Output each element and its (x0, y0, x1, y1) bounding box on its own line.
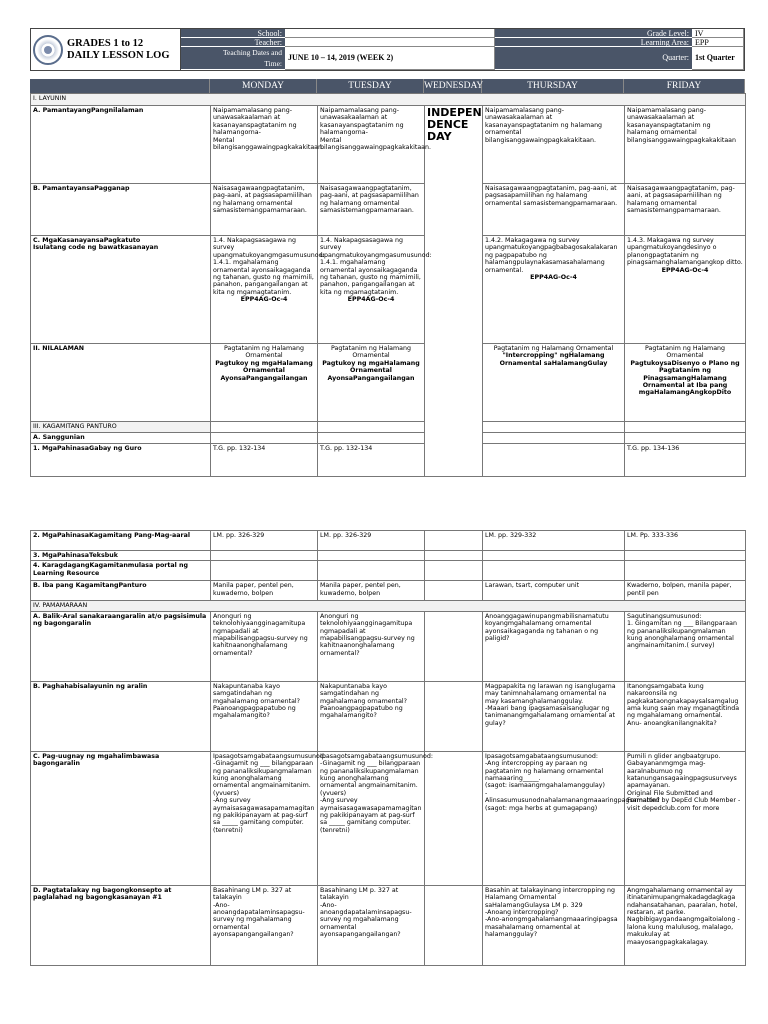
quarter-label: Quarter: (495, 47, 692, 70)
cell-teksbuk-fri (625, 551, 746, 561)
cell-pagtalakay-tue: Basahinang LM p. 327 at talakayin -Ano-anoangdapatalaminsapagsu-survey ng mgahalamang ornamental ayonsapangangailangan? (318, 885, 425, 965)
code-fri: EPP4AG-Oc-4 (661, 266, 709, 274)
nilalaman-tue-1: Pagtatanim ng Halamang Ornamental (330, 345, 412, 360)
code-mon: EPP4AG-Oc-4 (240, 296, 288, 304)
cell-iba-tue: Manila paper, pentel pen, kuwaderno, bolpen (318, 581, 425, 601)
cell-gabay-tue: T.G. pp. 132-134 (318, 444, 425, 477)
cell-sanggunian-thu (483, 433, 625, 444)
row-label-gabay: 1. MgaPahinasaGabay ng Guro (31, 444, 211, 477)
section-kagamitan: III. KAGAMITANG PANTURO (31, 422, 211, 433)
cell-iba-fri: Kwaderno, bolpen, manila paper, pentil pen (625, 581, 746, 601)
code-thu: EPP4AG-Oc-4 (530, 274, 577, 282)
school-value (285, 29, 495, 38)
nilalaman-fri-1: Pagtatanim ng Halamang Ornamental (644, 345, 726, 360)
cell-paghahabi-mon: Nakapuntanaba kayo samgatindahan ng mgahalamang ornamental? Paanoangpagpapatubo ng mgahalamangito? (211, 681, 318, 751)
cell-pagtalakay-fri: Angmgahalamang ornamental ay itinatanimupangmakadagdagkaga ndahansatahanan, paaralan, hotel, restaran, at parke. Nagbibigaygandaangmgaitoialong -lalona kung malulusog, malalago, makukulay at maayosangpagkakalagay. (625, 885, 746, 965)
dates-value: JUNE 10 – 14, 2019 (WEEK 2) (285, 47, 495, 70)
log-header (30, 28, 745, 71)
cell-karagdagan-wed (425, 561, 483, 581)
cell-gabay-wed (483, 444, 625, 477)
row-label-kasanayan: C. MgaKasanayansaPagkatuto Isulatang code ng bawatkasanayan (31, 236, 211, 344)
cell-paghahabi-fri: Itanongsamgabata kung nakaroonsila ng pagkakataongnakapaysalsamgalug ama kung saan may mganagtitinda ng mgahalamang ornamental. Anu- anoangkanilangnakita? (625, 681, 746, 751)
row-label-pagtalakay: D. Pagtatalakay ng bagongkonsepto at paglalahad ng bagongkasanayan #1 (31, 885, 211, 965)
cell-kagamitan-tue (318, 422, 425, 433)
nilalaman-thu-2: "Intercropping" ngHalamang Ornamental saHalamangGulay (499, 352, 608, 367)
nilalaman-tue-2: Pagtukoy ng mgaHalamang Ornamental AyonsaPangangailangan (322, 359, 420, 382)
row-label-iba: B. Iba pang KagamitangPanturo (31, 581, 211, 601)
row-label-lm: 2. MgaPahinasaKagamitang Pang-Mag-aaral (31, 531, 211, 551)
header-brand (31, 29, 181, 70)
lesson-table-2 (30, 530, 746, 966)
cell-pamantayang-tue: Naipamamalasang pang-unawasakaalaman at kasanayanspagtatanim ng halamangorna- Mental bilangisanggawaingpagkakakitaan. (318, 106, 425, 184)
lesson-table-1 (30, 93, 746, 477)
nilalaman-thu-1: Pagtatanim ng Halamang Ornamental (493, 345, 614, 352)
code-tue: EPP4AG-Oc-4 (347, 296, 395, 304)
cell-karagdagan-fri (625, 561, 746, 581)
cell-kasanayan-mon (211, 236, 325, 344)
kasanayan-tue-text: 1.4. Nakapagsasagawa ng survey upangmatukoyangmgasumusunod: 1.4.1. mgahalamang ornamental ayonsaikagaganda ng tahanan, gusto ng mamimili, panahon, pangangailangan at kita ng mgamagtatanim. (320, 237, 432, 296)
title-line-1: GRADES 1 to 12 (67, 37, 144, 49)
row-label-paghahabi: B. Paghahabisalayunin ng aralin (31, 681, 211, 751)
cell-iba-thu: Larawan, tsart, computer unit (483, 581, 625, 601)
day-thursday: THURSDAY (482, 79, 624, 93)
day-tuesday: TUESDAY (317, 79, 424, 93)
cell-pagtalakay-mon: Basahinang LM p. 327 at talakayin -Ano-anoangdapatalaminsapagsu-survey ng mgahalamang ornamental ayonsapangangailangan? (211, 885, 318, 965)
cell-kasanayan-fri (625, 236, 746, 344)
cell-gabay-mon: T.G. pp. 132-134 (211, 444, 318, 477)
cell-kasanayan-tue (318, 236, 432, 344)
cell-lm-tue: LM. pp. 326-329 (318, 531, 425, 551)
cell-pamantayang-thu: Naipamamalasang pang-unawasakaalaman at kasanayanspagtatanim ng halamang ornamental bilangisanggawaingpagkakakitaan. (483, 106, 625, 184)
day-monday: MONDAY (210, 79, 317, 93)
row-label-pagganap: B. PamantayansaPagganap (31, 184, 211, 236)
cell-nilalaman-tue (318, 344, 425, 422)
nilalaman-mon-2: Pagtukoy ng mgaHalamang Ornamental AyonsaPangangailangan (215, 359, 313, 382)
cell-sanggunian-mon (211, 433, 318, 444)
section-pamamaraan: IV. PAMAMARAAN (31, 601, 746, 611)
cell-gabay-thu: T.G. pp. 134-136 (625, 444, 746, 477)
section-layunin: I. LAYUNIN (31, 94, 746, 106)
row-label-karagdagan: 4. KaragdagangKagamitanmulasa portal ng Learning Resource (31, 561, 211, 581)
cell-pag-uugnay-thu: Ipasagotsamgabataangsumusunod: -Ang intercropping ay paraan ng pagtatanim ng halamang ornamental namaaaring_____. (sagot: isamaangmgahalamanggulay) -Alinsasumusunodnahalamanangmaaaringpagsamahin? (sagot: mga herbs at gumagapang) (483, 751, 625, 885)
cell-lm-mon: LM. pp. 326-329 (211, 531, 318, 551)
cell-kagamitan-thu (483, 422, 625, 433)
row-label-pag-uugnay: C. Pag-uugnay ng mgahalimbawasa bagongaralin (31, 751, 211, 885)
dates-label (181, 47, 285, 70)
cell-balik-fri: Sagutinangsumusunod: 1. Gingamitan ng ___ Bilangparaan ng pananaliksikupangmalaman kung anonghalamang ornamental angmainamitanim.( survey) (625, 611, 746, 681)
log-title (67, 38, 170, 62)
cell-pamantayang-mon: Naipamamalasang pang-unawasakaalaman at kasanayanspagtatanim ng halamangorna- Mental bilangisanggawaingpagkakakitaan. (211, 106, 318, 184)
cell-pagtalakay-wed (425, 885, 483, 965)
row-label-nilalaman: II. NILALAMAN (31, 344, 211, 422)
cell-pagganap-thu: Naisasagawaangpagtatanim, pag-aani, at pagsasapamiilihan ng halamang ornamental samasistemangpamamaraan. (483, 184, 625, 236)
nilalaman-mon-1: Pagtatanim ng Halamang Ornamental (223, 345, 305, 360)
cell-nilalaman-thu (483, 344, 625, 422)
cell-lm-wed (425, 531, 483, 551)
cell-paghahabi-tue: Nakapuntanaba kayo samgatindahan ng mgahalamang ornamental? Paanoangpagpapatubo ng mgahalamangito? (318, 681, 425, 751)
cell-pagtalakay-thu: Basahin at talakayinang intercropping ng Halamang Ornamental saHalamangGulaysa LM p. 329 -Anoang intercropping? -Ano-anongmgahalamangmaaaringipagsa masahalamang ornamental at halamanggulay? (483, 885, 625, 965)
lesson-log-page-1 (30, 28, 745, 477)
day-friday: FRIDAY (624, 79, 745, 93)
cell-paghahabi-thu: Magpapakita ng larawan ng isanglugarna may tanimnahalamang ornamental na may kasamanghalamanggulay. -Maaari bang ipagsamasaisanglugar ng tanimanangmgahalamang ornamental at gulay? (483, 681, 625, 751)
dates-label-line-1: Teaching Dates and (222, 48, 282, 57)
cell-karagdagan-tue (318, 561, 425, 581)
cell-balik-thu: Anoanggagawinupangmabilisnamatutu koyangmgahalamang ornamental ayonsaikagaganda ng tahanan o ng paligid? (483, 611, 625, 681)
grade-value: IV (692, 29, 744, 38)
dates-label-line-2: Time: (264, 59, 282, 68)
cell-kasanayan-thu (483, 236, 625, 344)
cell-teksbuk-tue (318, 551, 425, 561)
teacher-label: Teacher: (181, 38, 285, 47)
cell-karagdagan-mon (211, 561, 318, 581)
day-header-blank (30, 79, 210, 93)
cell-lm-thu: LM. pp. 329-332 (483, 531, 625, 551)
kasanayan-fri-text: 1.4.3. Makagawa ng survey upangmatukoyangdesinyo o planongpagtatanim ng pinagsamanghalamangangkop ditto. (627, 237, 743, 267)
cell-pagganap-mon: Naisasagawaangpagtatanim, pag-aani, at pagsasapamiilihan ng halamang ornamental samasistemangpamamaraan. (211, 184, 318, 236)
kasanayan-thu-text: 1.4.2. Makagagawa ng survey upangmatukoyangpagbabagosakalakaran ng pagpapatubo ng halamangpulaynakasamasahalamang ornamental. (485, 237, 618, 274)
row-label-teksbuk: 3. MgaPahinasaTeksbuk (31, 551, 211, 561)
row-label-sanggunian: A. Sanggunian (31, 433, 211, 444)
day-wednesday: WEDNESDAY (424, 81, 484, 91)
day-header (30, 79, 745, 93)
cell-pag-uugnay-mon: Ipasagotsamgabataangsumusunod: -Ginagamit ng ___ bilangparaan ng pananaliksikupangmalaman kung anonghalamang ornamental angmainamitanim.(yvuers) -Ang survey aymaisasagawasapamamagitan ng pakikipanayam at pag-surf sa _____ gamitang computer. (tenretni) (211, 751, 318, 885)
cell-iba-mon: Manila paper, pentel pen, kuwaderno, bolpen (211, 581, 318, 601)
nilalaman-fri-2: PagtukoysaDisenyo o Plano ng Pagtatanim ng PinagsamangHalamang Ornamental at Iba pang mgaHalamangAngkopDito (630, 359, 740, 397)
cell-nilalaman-fri (625, 344, 746, 422)
cell-kagamitan-fri (625, 422, 746, 433)
cell-teksbuk-mon (211, 551, 318, 561)
grade-label: Grade Level: (495, 29, 692, 38)
area-label: Learning Area: (495, 38, 692, 47)
deped-seal-icon (33, 35, 63, 65)
header-fields (181, 29, 744, 70)
cell-kagamitan-mon (211, 422, 318, 433)
cell-pag-uugnay-tue: Ipasagotsamgabataangsumusunod: -Ginagamit ng ___ bilangparaan ng pananaliksikupangmalaman kung anonghalamang ornamental angmainamitanim.(yvuers) -Ang survey aymaisasagawasapamamagitan ng pakikipanayam at pag-surf sa _____ gamitang computer. (tenretni) (318, 751, 425, 885)
cell-lm-fri: LM. Pp. 333-336 (625, 531, 746, 551)
cell-pag-uugnay-fri: Pumili n glider angbaatgrupo. Gabayananmgmga mag-aaralnabumuo ng katanungansagaaingpagsusurveys apamayanan. Original File Submitted and Formatted by DepEd Club Member - visit depedclub.com for more (625, 751, 746, 885)
row-label-pamantayang: A. PamantayangPangnilalaman (31, 106, 211, 184)
cell-karagdagan-thu (483, 561, 625, 581)
cell-sanggunian-tue (318, 433, 425, 444)
area-value: EPP (692, 38, 744, 47)
kasanayan-mon-text: 1.4. Nakapagsasagawa ng survey upangmatukoyangmgasumusunod: 1.4.1. mgahalamang ornamental ayonsaikagaganda ng tahanan, gusto ng mamimili, panahon, pangangailangan at kita ng mgamagtatanim. (213, 237, 325, 296)
cell-pag-uugnay-wed (425, 751, 483, 885)
cell-sanggunian-fri (625, 433, 746, 444)
school-label: School: (181, 29, 285, 38)
cell-balik-tue: Anonguri ng teknolohiyaangginagamitupa ngmapadali at mapabilisangpagsu-survey ng kahitnaanonghalamang ornamental? (318, 611, 425, 681)
title-line-2: DAILY LESSON LOG (67, 49, 170, 61)
cell-teksbuk-wed (425, 551, 483, 561)
row-label-balik: A. Balik-Aral sanakaraangaralin at/o pagsisimula ng bagongaralin (31, 611, 211, 681)
cell-paghahabi-wed (425, 681, 483, 751)
cell-teksbuk-thu (483, 551, 625, 561)
cell-iba-wed (425, 581, 483, 601)
cell-nilalaman-mon (211, 344, 318, 422)
lesson-log-page-2 (30, 530, 745, 966)
teacher-value (285, 38, 495, 47)
cell-balik-mon: Anonguri ng teknolohiyaangginagamitupa ngmapadali at mapabilisangpagsu-survey ng kahitnaanonghalamang ornamental? (211, 611, 318, 681)
quarter-value: 1st Quarter (692, 47, 744, 70)
cell-pagganap-fri: Naisasagawaangpagtatanim, pag-aani, at pagsasapamiilihan ng halamang ornamental samasistemangpamamaraan. (625, 184, 746, 236)
cell-pagganap-tue: Naisasagawaangpagtatanim, pag-aani, at pagsasapamiilihan ng halamang ornamental samasistemangpamamaraan. (318, 184, 425, 236)
cell-balik-wed (425, 611, 483, 681)
cell-pamantayang-fri: Naipamamalasang pang-unawasakaalaman at kasanayanspagtatanim ng halamang ornamental bilangisanggawaingpagkakakitaan (625, 106, 746, 184)
independence-day: INDEPEN DENCE DAY (425, 106, 483, 477)
